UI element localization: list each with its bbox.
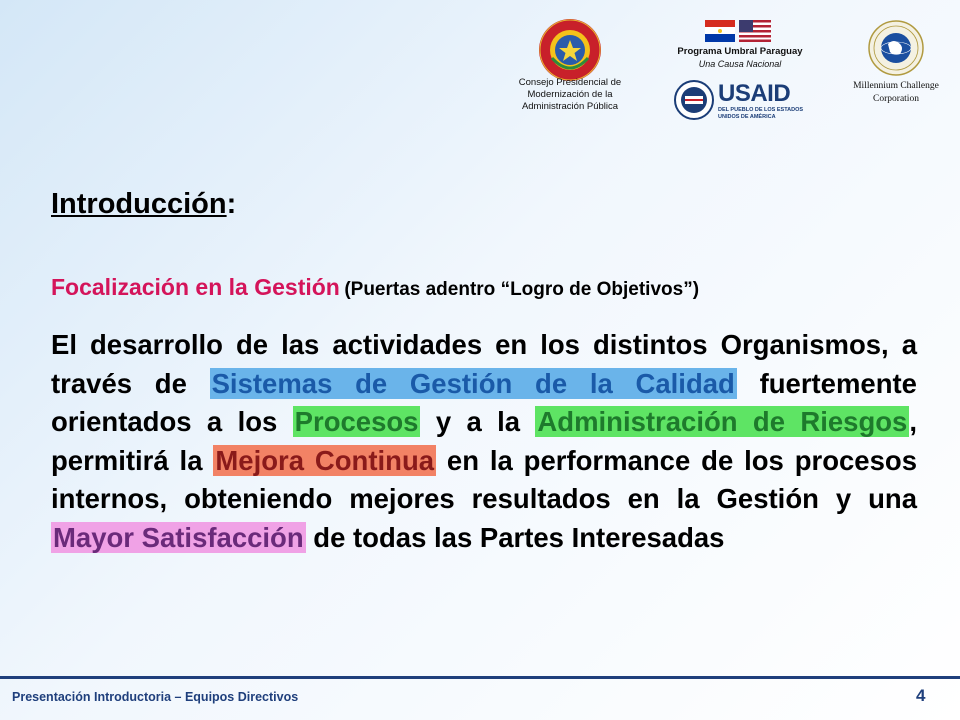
- slide-title: Introducción:: [51, 188, 237, 220]
- usaid-seal-icon: [674, 80, 714, 120]
- footer-text: Presentación Introductoria – Equipos Directivos: [12, 690, 299, 704]
- highlight-green: Procesos: [294, 406, 419, 437]
- footer-divider: [0, 676, 960, 679]
- body-text-segment: y a la: [420, 406, 536, 437]
- program-subtitle: Una Causa Nacional: [698, 59, 782, 69]
- paraguay-seal-icon: [538, 18, 602, 82]
- highlight-green: Administración de Riesgos: [537, 406, 908, 437]
- usaid-logo-text: USAID: [718, 80, 791, 107]
- paraguay-flag-icon: [705, 20, 735, 42]
- usaid-tagline: DEL PUEBLO DE LOS ESTADOS UNIDOS DE AMÉRICA: [718, 107, 804, 120]
- us-flag-icon: [739, 20, 771, 42]
- mcc-caption: Millennium Challenge Corporation: [853, 81, 939, 104]
- body-text-segment: , permitirá la: [51, 406, 917, 476]
- flags-icon: [705, 20, 771, 42]
- mcc-seal-icon: [868, 20, 924, 76]
- body-text-segment: fuertemente orientados a los: [51, 367, 917, 437]
- focus-main-text: Focalización en la Gestión: [51, 274, 340, 300]
- body-text-segment: de todas las Partes Interesadas: [305, 521, 725, 553]
- page-number: 4: [916, 686, 926, 705]
- council-caption: Consejo Presidencial de Modernización de la Administración Pública: [518, 77, 622, 112]
- highlight-blue: Sistemas de Gestión de la Calidad: [211, 367, 735, 399]
- focus-detail-text: (Puertas adentro “Logro de Objetivos”): [344, 279, 700, 300]
- body-text-segment: El desarrollo de las actividades en los distintos Organismos, a través de: [51, 329, 917, 399]
- focus-subtitle: [51, 272, 931, 306]
- body-text-segment: en la performance de los procesos internos, obteniendo mejores resultados en la Gestión y una: [51, 444, 917, 514]
- program-title: Programa Umbral Paraguay: [677, 46, 803, 57]
- body-paragraph: [51, 326, 917, 557]
- highlight-pink: Mayor Satisfacción: [53, 521, 304, 553]
- highlight-salmon: Mejora Continua: [215, 444, 435, 476]
